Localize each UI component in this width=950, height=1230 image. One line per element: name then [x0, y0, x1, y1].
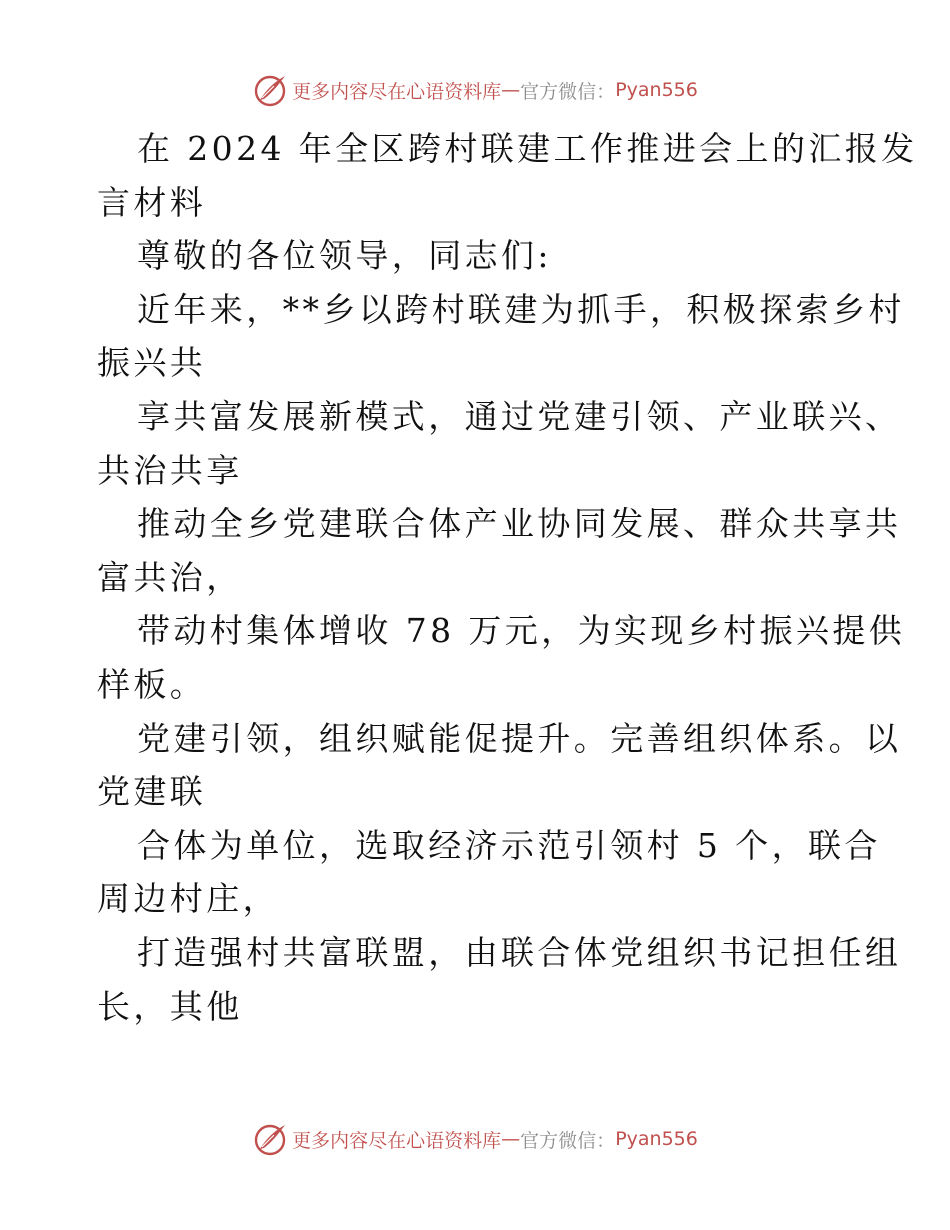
text-line: 合体为单位，选取经济示范引领村 5 个，联合: [137, 825, 881, 865]
watermark-brand: 更多内容尽在心语资料库: [292, 1129, 502, 1152]
text-line: 打造强村共富联盟，由联合体党组织书记担任组: [137, 932, 902, 972]
watermark-wechat-id: Pyan556: [615, 1128, 698, 1150]
header-watermark: [0, 70, 950, 110]
watermark-dash: —: [501, 79, 521, 101]
watermark-label: 官方微信：: [520, 80, 616, 103]
text-line: 言材料: [97, 182, 207, 222]
watermark-brand: 更多内容尽在心语资料库: [292, 80, 502, 103]
text-line: 周边村庄，: [97, 879, 279, 919]
text-line: 近年来，**乡以跨村联建为抓手，积极探索乡村: [137, 289, 905, 329]
text-line: 振兴共: [97, 343, 207, 383]
text-line: 长，其他: [97, 986, 243, 1026]
watermark-wechat-id: Pyan556: [615, 79, 698, 101]
footer-watermark: [0, 1119, 950, 1159]
text-line: 共治共享: [97, 450, 243, 490]
text-line: 带动村集体增收 78 万元，为实现乡村振兴提供: [137, 611, 906, 651]
text-line: 党建联: [97, 772, 207, 812]
document-body: [97, 122, 918, 1033]
text-line: 尊敬的各位领导，同志们:: [137, 236, 552, 276]
text-line: 样板。: [97, 664, 207, 704]
text-line: 富共治，: [97, 557, 243, 597]
document-lines: [97, 122, 918, 1033]
watermark-dash: —: [501, 1128, 521, 1150]
watermark-label: 官方微信：: [520, 1129, 616, 1152]
quill-logo-icon: [252, 1121, 288, 1157]
text-line: 推动全乡党建联合体产业协同发展、群众共享共: [137, 504, 902, 544]
text-line: 在 2024 年全区跨村联建工作推进会上的汇报发: [137, 129, 918, 168]
quill-logo-icon: [252, 72, 288, 108]
text-line: 党建引领，组织赋能促提升。完善组织体系。以: [137, 718, 902, 758]
text-line: 享共富发展新模式，通过党建引领、产业联兴、: [137, 396, 902, 436]
